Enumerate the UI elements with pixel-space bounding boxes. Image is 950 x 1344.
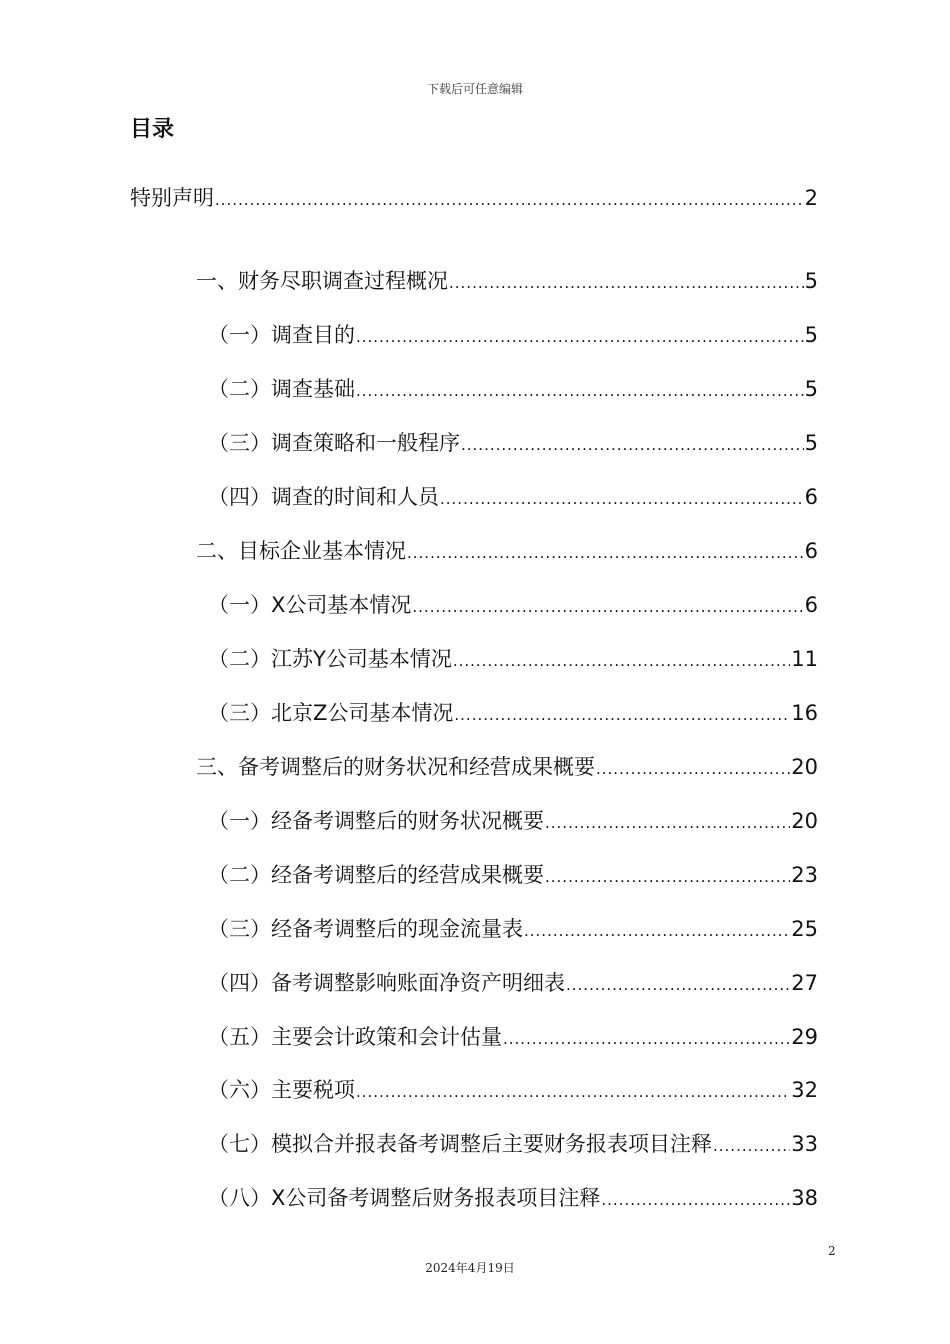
toc-entry-page: 6 (804, 539, 818, 563)
toc-entry-label: （一）调查目的 (208, 323, 355, 347)
toc-entry[interactable] (208, 914, 818, 944)
toc-entry-label: 一、财务尽职调查过程概况 (196, 269, 448, 293)
toc-entry-label: （三）经备考调整后的现金流量表 (208, 917, 523, 941)
toc-entry[interactable] (208, 860, 818, 890)
toc-entry[interactable] (196, 266, 818, 296)
toc-entry-label: （四）备考调整影响账面净资产明细表 (208, 971, 565, 995)
toc-entry[interactable] (208, 1129, 818, 1159)
toc-leader-dots (215, 185, 804, 215)
toc-entry-label: （八）X公司备考调整后财务报表项目注释 (208, 1186, 601, 1210)
toc-entry-label: （一）X公司基本情况 (208, 593, 412, 617)
toc-entry[interactable] (208, 320, 818, 350)
toc-entry-page: 5 (804, 377, 818, 401)
toc-leader-dots (453, 646, 790, 676)
toc-entry[interactable] (130, 183, 818, 213)
toc-leader-dots (449, 268, 804, 298)
toc-leader-dots (440, 484, 804, 514)
toc-entry-page: 25 (791, 917, 818, 941)
toc-entry[interactable] (208, 1022, 818, 1052)
toc-leader-dots (412, 592, 803, 622)
toc-entry[interactable] (208, 806, 818, 836)
toc-leader-dots (566, 970, 790, 1000)
toc-leader-dots (503, 1024, 790, 1054)
toc-entry-page: 20 (791, 809, 818, 833)
toc-entry[interactable] (208, 428, 818, 458)
toc-entry[interactable] (208, 698, 818, 728)
toc-entry-label: （三）北京Z公司基本情况 (208, 701, 454, 725)
toc-entry-page: 16 (791, 701, 818, 725)
toc-entry-page: 32 (791, 1078, 818, 1102)
toc-entry-label: （四）调查的时间和人员 (208, 485, 439, 509)
toc-entry-page: 11 (791, 647, 818, 671)
toc-leader-dots (407, 538, 804, 568)
toc-entry[interactable] (196, 536, 818, 566)
toc-entry-label: （二）经备考调整后的经营成果概要 (208, 863, 544, 887)
toc-entry[interactable] (208, 1075, 818, 1105)
toc-entry-label: 二、目标企业基本情况 (196, 539, 406, 563)
toc-entry[interactable] (208, 590, 818, 620)
toc-entry-page: 33 (791, 1132, 818, 1156)
toc-entry[interactable] (208, 644, 818, 674)
toc-entry[interactable] (208, 968, 818, 998)
toc-entry-label: （一）经备考调整后的财务状况概要 (208, 809, 544, 833)
toc-leader-dots (356, 322, 804, 352)
toc-entry-page: 29 (791, 1025, 818, 1049)
toc-entry[interactable] (208, 374, 818, 404)
toc-leader-dots (601, 1185, 790, 1215)
toc-entry-page: 5 (804, 431, 818, 455)
toc-entry-page: 5 (804, 323, 818, 347)
toc-entry-page: 2 (804, 186, 818, 210)
toc-leader-dots (356, 1077, 790, 1107)
toc-leader-dots (596, 754, 790, 784)
toc-entry-label: （五）主要会计政策和会计估量 (208, 1025, 502, 1049)
page-header: 下载后可任意编辑 (426, 82, 523, 96)
toc-leader-dots (461, 430, 804, 460)
toc-entry[interactable] (196, 752, 818, 782)
page-number: 2 (828, 1244, 836, 1258)
toc-entry-label: 三、备考调整后的财务状况和经营成果概要 (196, 755, 595, 779)
toc-entry-page: 38 (791, 1186, 818, 1210)
toc-entry-label: （七）模拟合并报表备考调整后主要财务报表项目注释 (208, 1132, 712, 1156)
toc-entry-page: 6 (804, 593, 818, 617)
toc-entry-page: 5 (804, 269, 818, 293)
toc-entry-label: （二）江苏Y公司基本情况 (208, 647, 452, 671)
toc-leader-dots (545, 862, 790, 892)
toc-entry-page: 6 (804, 485, 818, 509)
toc-leader-dots (356, 376, 804, 406)
toc-entry-label: （三）调查策略和一般程序 (208, 431, 460, 455)
toc-leader-dots (545, 808, 790, 838)
toc-leader-dots (524, 916, 790, 946)
toc-entry[interactable] (208, 1183, 818, 1213)
toc-entry-label: （二）调查基础 (208, 377, 355, 401)
toc-title: 目录 (130, 117, 175, 142)
toc-entry-page: 27 (791, 971, 818, 995)
toc-entry-label: （六）主要税项 (208, 1078, 355, 1102)
toc-leader-dots (454, 700, 790, 730)
toc-entry[interactable] (208, 482, 818, 512)
page-footer-date: 2024年4月19日 (425, 1261, 515, 1275)
toc-entry-label: 特别声明 (130, 186, 214, 210)
toc-leader-dots (713, 1131, 790, 1161)
toc-entry-page: 20 (791, 755, 818, 779)
toc-entry-page: 23 (791, 863, 818, 887)
